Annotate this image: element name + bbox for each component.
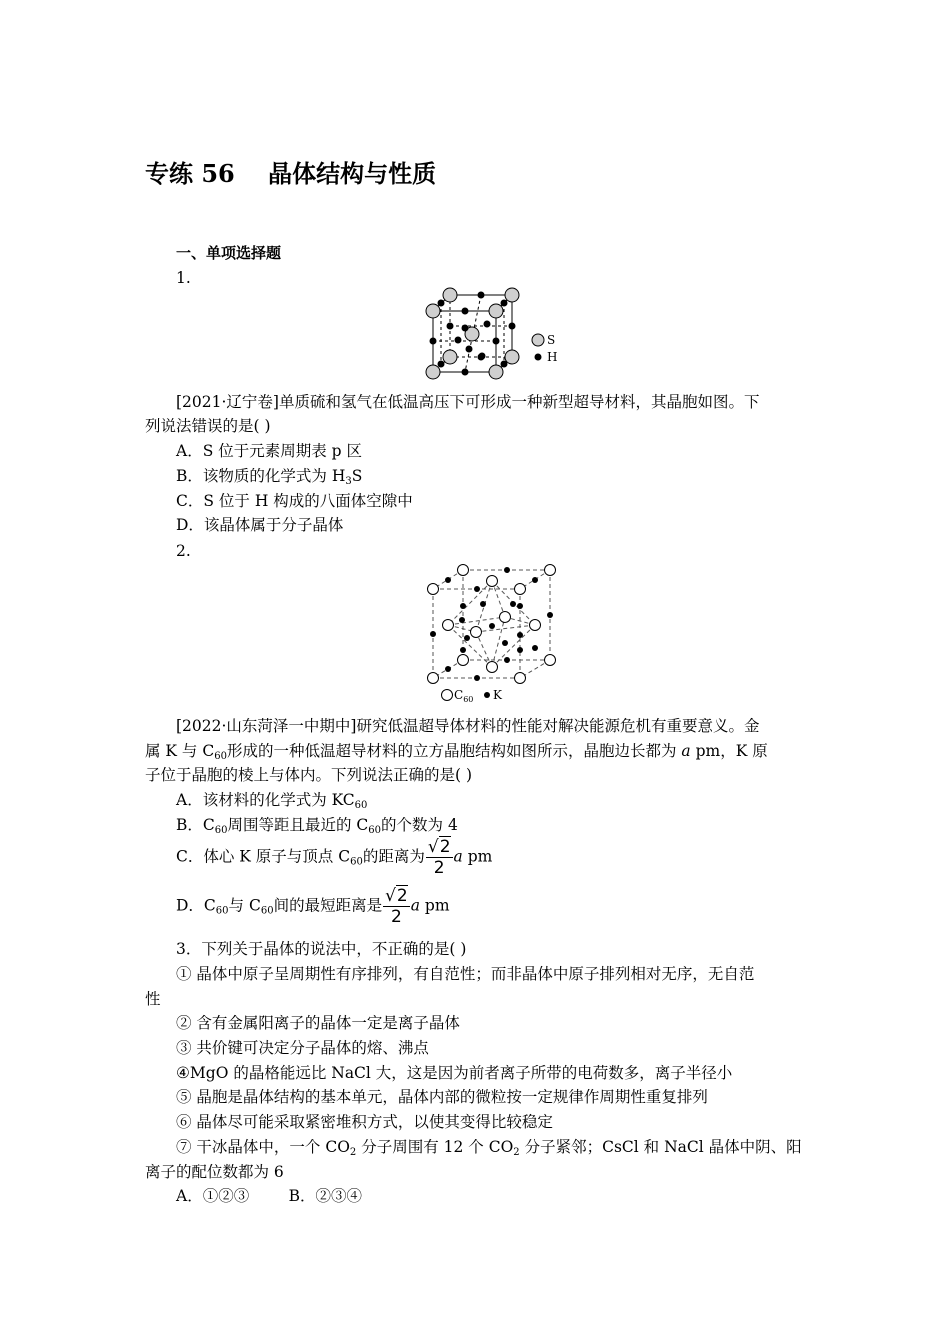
- s-atom: [489, 304, 503, 318]
- legend-s-icon: [532, 334, 544, 346]
- legend-k-icon: [484, 692, 490, 698]
- q3-statement-1: ① 晶体中原子呈周期性有序排列，有自范性；而非晶体中原子排列相对无序，无自范: [176, 965, 755, 983]
- s-atom: [489, 365, 503, 379]
- q2-option-a: A．该材料的化学式为 $KC_{60}$: [176, 791, 368, 811]
- q3-statement-2: ② 含有金属阳离子的晶体一定是离子晶体: [176, 1014, 460, 1032]
- q3-options: A．①②③ B．②③④: [176, 1187, 363, 1205]
- legend-h-label: H: [547, 350, 558, 364]
- q2-option-c: C．体心 K 原子与顶点 $C_{60}$的距离为 $\frac{√2}{2}$ a pm: [176, 837, 493, 878]
- q2-option-b: B．$C_{60}$周围等距且最近的 $C_{60}$的个数为 4: [176, 816, 458, 836]
- q3-statement-7-cont: 离子的配位数都为 6: [145, 1163, 284, 1181]
- q2-crystal-figure: [420, 560, 570, 708]
- fraction-sqrt2-over-2: $\frac{√2}{2}$: [427, 837, 451, 878]
- q3-statement-3: ③ 共价键可决定分子晶体的熔、沸点: [176, 1039, 429, 1057]
- q1-stem-line1: [2021·辽宁卷]单质硫和氢气在低温高压下可形成一种新型超导材料，其晶胞如图。下: [176, 393, 760, 411]
- q1-crystal-figure: [422, 284, 572, 384]
- q2-stem-line2: 属 K 与 $C_{60}$形成的一种低温超导材料的立方晶胞结构如图所示，晶胞边长都为 a pm，K 原: [145, 742, 768, 762]
- q1-option-d: D．该晶体属于分子晶体: [176, 516, 344, 534]
- q1-option-b: B．该物质的化学式为 $H_3S$: [176, 467, 363, 487]
- q3-statement-1-cont: 性: [145, 990, 161, 1008]
- q2-option-d: D．$C_{60}$与 $C_{60}$间的最短距离是 $\frac{√2}{2}$ a pm: [176, 886, 450, 927]
- legend-c60-label: $C_{60}$: [454, 688, 474, 704]
- q2-stem-line3: 子位于晶胞的棱上与体内。下列说法正确的是( ): [145, 766, 473, 784]
- s-atom: [443, 350, 457, 364]
- q3-stem: 3．下列关于晶体的说法中，不正确的是( ): [176, 940, 467, 958]
- legend-c60-icon: [442, 690, 453, 701]
- q1-option-a: A．S 位于元素周期表 p 区: [176, 442, 363, 460]
- s-atom: [426, 365, 440, 379]
- legend-k-label: K: [493, 688, 502, 702]
- fraction-sqrt2-over-2: $\frac{√2}{2}$: [385, 886, 408, 927]
- q2-stem-line1: [2022·山东菏泽一中期中]研究低温超导体材料的性能对解决能源危机有重要意义。金: [176, 717, 760, 735]
- page-title: 专练 56 晶体结构与性质: [145, 159, 437, 188]
- q3-statement-4: ④MgO 的晶格能远比 NaCl 大，这是因为前者离子所带的电荷数多，离子半径小: [176, 1064, 733, 1082]
- q3-statement-5: ⑤ 晶胞是晶体结构的基本单元，晶体内部的微粒按一定规律作周期性重复排列: [176, 1088, 708, 1106]
- q3-statement-7: ⑦ 干冰晶体中，一个 $CO_2$ 分子周围有 12 个 $CO_2$ 分子紧邻；CsCl 和 NaCl 晶体中阴、阳: [176, 1138, 802, 1158]
- s-atom: [443, 288, 457, 302]
- q1-number: 1.: [176, 269, 191, 287]
- section-heading: 一、单项选择题: [176, 244, 282, 262]
- q2-number: 2.: [176, 542, 191, 560]
- q1-option-c: C．S 位于 H 构成的八面体空隙中: [176, 492, 413, 510]
- legend-h-icon: [535, 354, 542, 361]
- q3-statement-6: ⑥ 晶体尽可能采取紧密堆积方式，以使其变得比较稳定: [176, 1113, 553, 1131]
- legend-s-label: S: [547, 333, 556, 347]
- q1-stem-line2: 列说法错误的是( ): [145, 417, 271, 435]
- s-atom: [505, 350, 519, 364]
- s-atom: [426, 304, 440, 318]
- s-atom: [505, 288, 519, 302]
